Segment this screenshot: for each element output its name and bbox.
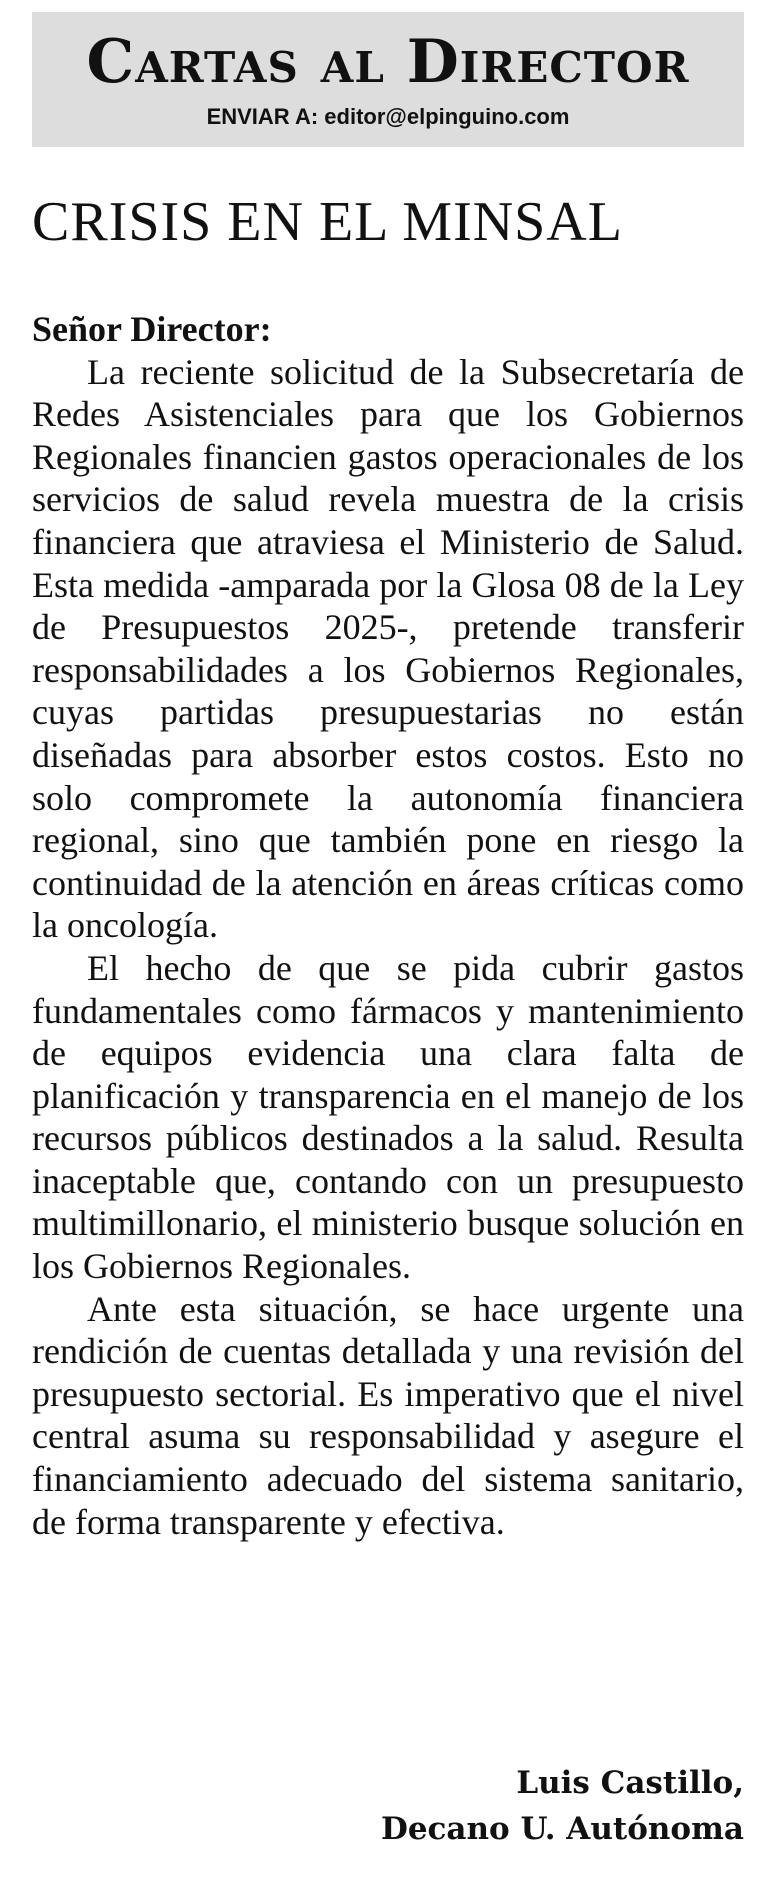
paragraph-2: El hecho de que se pida cubrir gastos fundamentales como fármacos y mantenimiento de equipos evidencia una clara falta de planificación y transparencia en el manejo de los recursos públicos destinados a la salud. Resulta inaceptable que, contando con un presupuesto multimillonario, el ministerio busque solución en los Gobiernos Regionales.	[32, 947, 744, 1287]
letter-body	[32, 308, 744, 1543]
section-header	[32, 12, 744, 147]
paragraph-1: La reciente solicitud de la Subsecretaría de Redes Asistenciales para que los Gobiernos Regionales financien gastos operacionales de los servicios de salud revela muestra de la crisis financiera que atraviesa el Ministerio de Salud. Esta medida -amparada por la Glosa 08 de la Ley de Presupuestos 2025-, pretende transferir responsabilidades a los Gobiernos Regionales, cuyas partidas presupuestarias no están diseñadas para absorber estos costos. Esto no solo compromete la autonomía financiera regional, sino que también pone en riesgo la continuidad de la atención en áreas críticas como la oncología.	[32, 351, 744, 946]
paragraph-3: Ante esta situación, se hace urgente una rendición de cuentas detallada y una revisión del presupuesto sectorial. Es imperativo que el nivel central asuma su responsabilidad y asegure el financiamiento adecuado del sistema sanitario, de forma transparente y efectiva.	[32, 1288, 744, 1542]
letter-headline: CRISIS EN EL MINSAL	[32, 191, 623, 253]
salutation: Señor Director:	[32, 309, 272, 349]
signature-title: Decano U. Autónoma	[380, 1811, 744, 1847]
submission-email: ENVIAR A: editor@elpinguino.com	[206, 104, 570, 129]
signature-block	[381, 1760, 744, 1852]
section-title: Cartas al Director	[86, 27, 690, 97]
signature-name: Luis Castillo,	[516, 1765, 744, 1801]
